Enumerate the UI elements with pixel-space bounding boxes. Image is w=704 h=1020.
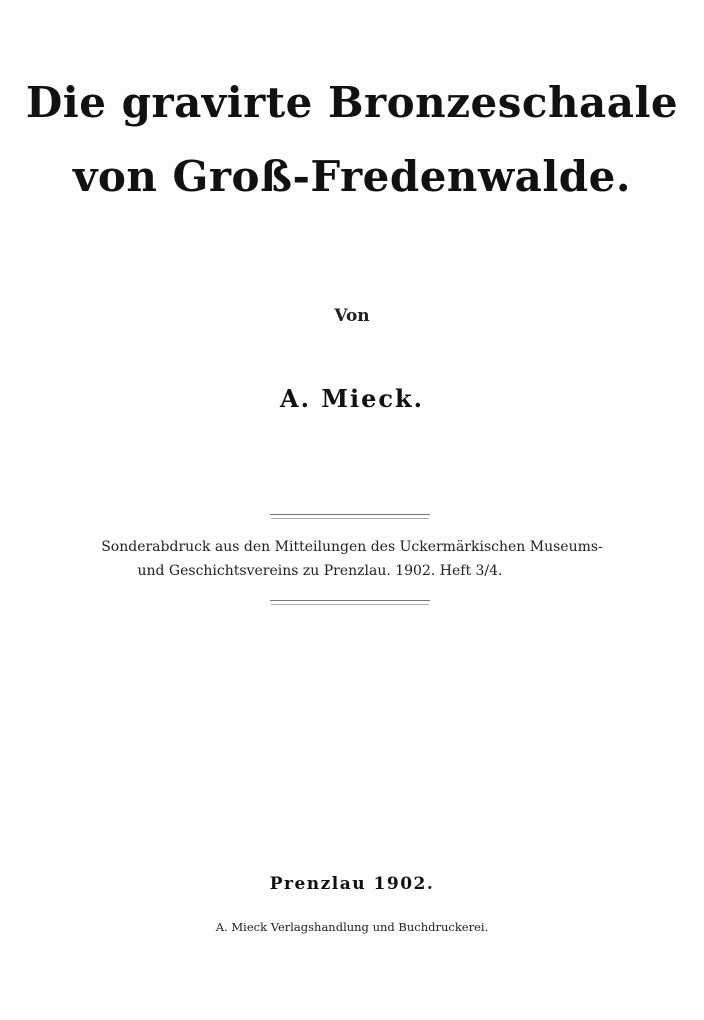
byline-von: Von (334, 306, 370, 326)
main-title-line-1: Die gravirte Bronzeschaale (25, 78, 679, 127)
imprint-publisher: A. Mieck Verlagshandlung und Buchdruckerei. (215, 920, 489, 934)
divider-rule-bottom-secondary (271, 604, 429, 605)
reprint-note-line-1: Sonderabdruck aus den Mitteilungen des Uckermärkischen Museums- (101, 539, 603, 555)
reprint-note-line-2: und Geschichtsvereins zu Prenzlau. 1902. Heft 3/4. (137, 563, 503, 579)
author-name: A. Mieck. (280, 384, 424, 413)
divider-rule-bottom (270, 600, 430, 601)
imprint-place-year: Prenzlau 1902. (269, 874, 435, 894)
main-title-line-2: von Groß-Fredenwalde. (72, 152, 632, 201)
divider-rule-top (270, 514, 430, 515)
divider-rule-top-secondary (271, 518, 429, 519)
